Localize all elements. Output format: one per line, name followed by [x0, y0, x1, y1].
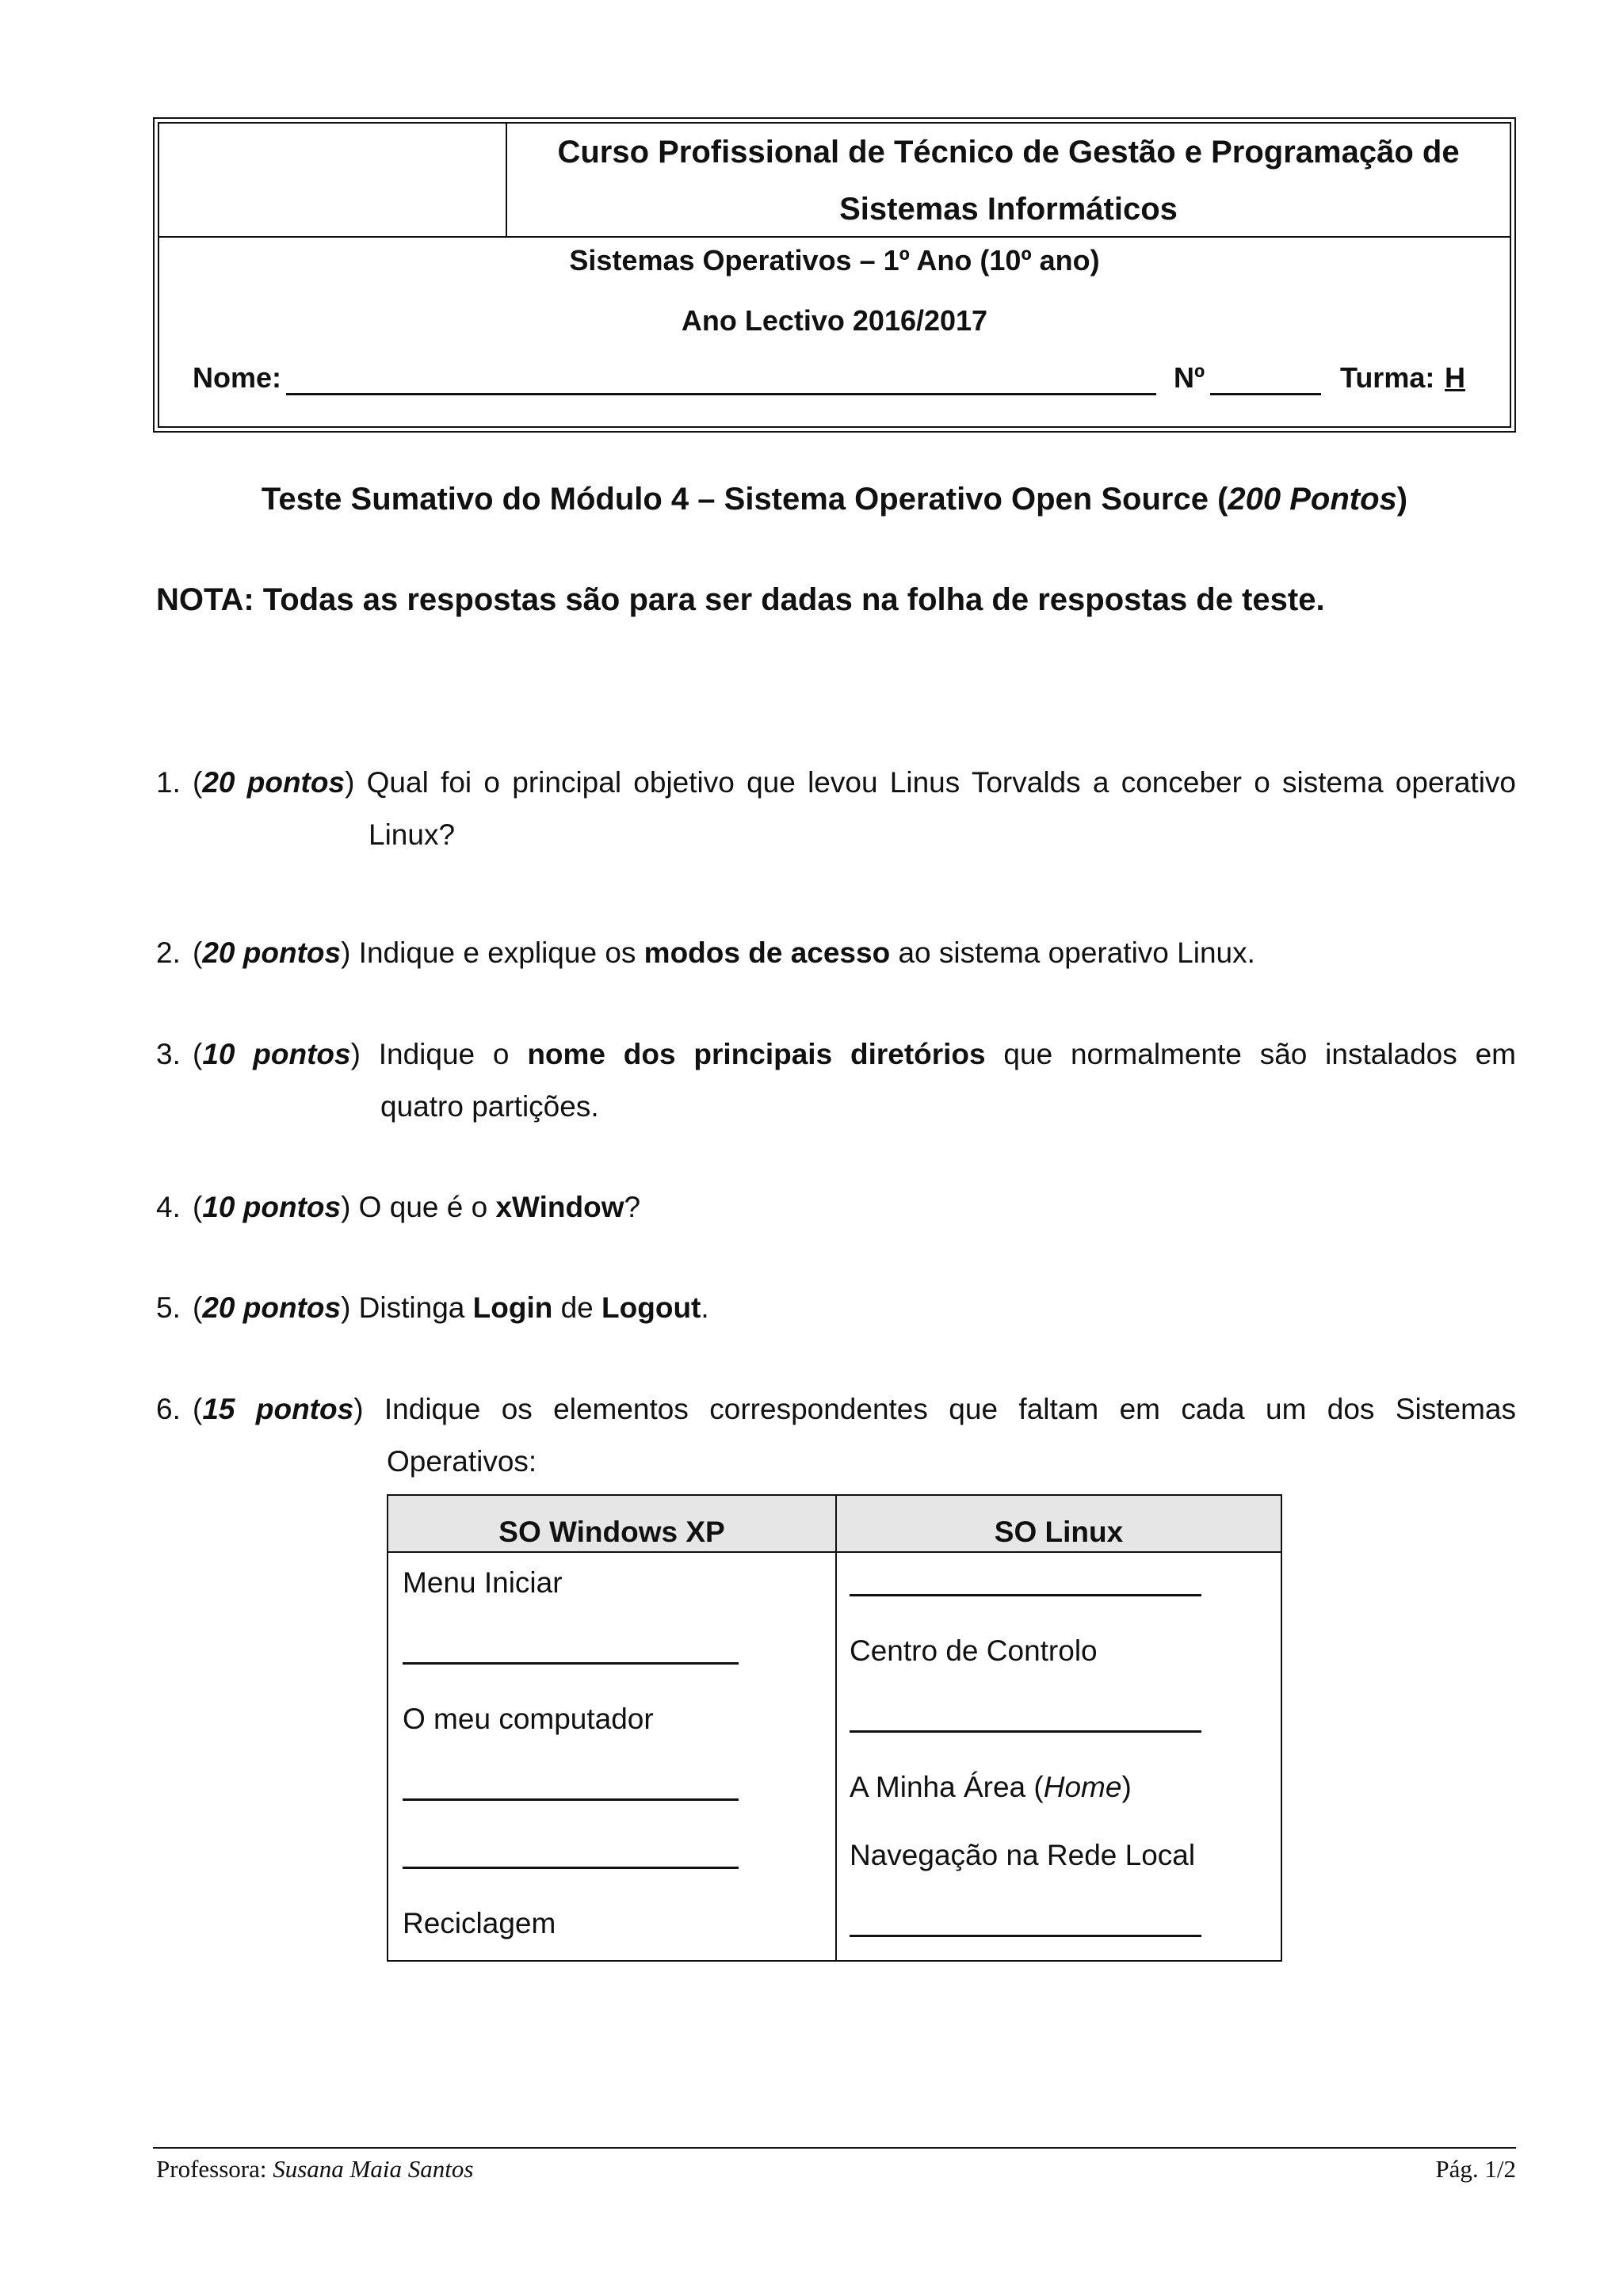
question-text-post: ao sistema operativo Linux. — [890, 936, 1255, 969]
table-header-windows: SO Windows XP — [498, 1516, 725, 1548]
question-text-post: que normalmente são instalados em — [985, 1038, 1516, 1070]
answer-blank[interactable] — [403, 1798, 739, 1801]
course-title — [507, 124, 1510, 238]
footer-divider — [153, 2147, 1516, 2149]
question-number: 1. — [156, 766, 181, 799]
answer-blank[interactable] — [850, 1594, 1201, 1596]
question-text-line1: ) Indique os elementos correspondentes que faltam em cada um dos Sistemas — [353, 1393, 1516, 1425]
question-points: 20 pontos — [202, 766, 346, 799]
question-1 — [156, 757, 1516, 861]
nome-field[interactable] — [286, 393, 1156, 395]
question-text-pre: ) Distinga — [341, 1291, 473, 1324]
question-text-mid: de — [552, 1291, 602, 1324]
table-cell-italic: Home — [1043, 1771, 1122, 1803]
answer-blank[interactable] — [850, 1935, 1201, 1937]
question-text-pre: ) Indique e explique os — [341, 936, 644, 969]
footer-teacher — [156, 2155, 473, 2183]
course-title-line2: Sistemas Informáticos — [839, 192, 1178, 227]
nome-label: Nome: — [193, 361, 282, 394]
table-cell-linux — [850, 1768, 1132, 1806]
question-keyword: xWindow — [495, 1191, 624, 1223]
turma-value: H — [1445, 361, 1465, 394]
school-year: Ano Lectivo 2016/2017 — [681, 304, 988, 337]
table-cell-windows: O meu computador — [403, 1703, 654, 1735]
table-cell-linux: Navegação na Rede Local — [850, 1839, 1196, 1871]
footer-teacher-name: Susana Maia Santos — [273, 2155, 474, 2183]
course-title-line1: Curso Profissional de Técnico de Gestão e Programação de — [557, 135, 1460, 170]
test-title — [153, 482, 1516, 517]
question-3 — [156, 1028, 1516, 1133]
question-text: (10 pontos) Indique o nome dos principais diretórios que normalmente são instalados em — [193, 1038, 1516, 1070]
question-text-line2: Linux? — [369, 818, 456, 851]
question-keyword-logout: Logout — [601, 1291, 701, 1324]
question-6 — [156, 1383, 1516, 1488]
header-box — [153, 117, 1516, 433]
nota: NOTA: Todas as respostas são para ser dadas na folha de respostas de teste. — [156, 582, 1325, 617]
table-column-divider — [835, 1496, 837, 1960]
table-cell-linux: Centro de Controlo — [850, 1634, 1098, 1667]
question-text-post: ? — [624, 1191, 641, 1223]
page-number: Pág. 1/2 — [1435, 2155, 1516, 2183]
test-title-points: 200 Pontos — [1228, 482, 1397, 517]
question-text-line2: Operativos: — [387, 1445, 537, 1478]
question-text-line2: quatro partições. — [380, 1090, 599, 1123]
question-text: (20 pontos) Distinga Login de Logout. — [193, 1291, 709, 1324]
numero-label: Nº — [1174, 361, 1205, 394]
table-cell-windows: Menu Iniciar — [403, 1566, 563, 1599]
question-number: 4. — [156, 1191, 181, 1223]
question-5 — [156, 1282, 1516, 1334]
question-text-line1: ) Qual foi o principal objetivo que levou Linus Torvalds a conceber o sistema operativo — [345, 766, 1516, 799]
question-text-pre: ) Indique o — [350, 1038, 528, 1070]
header-inner-frame — [158, 122, 1511, 428]
footer-teacher-label: Professora: — [156, 2155, 273, 2183]
turma-label: Turma: — [1340, 361, 1435, 394]
question-keyword: nome dos principais diretórios — [527, 1038, 986, 1070]
answer-blank[interactable] — [850, 1730, 1201, 1733]
question-number: 5. — [156, 1291, 181, 1324]
question-points: 10 pontos — [202, 1191, 342, 1223]
question-number: 6. — [156, 1393, 181, 1425]
table-header-row — [388, 1496, 1281, 1553]
question-points: 20 pontos — [202, 1291, 342, 1324]
question-text: (20 pontos) Qual foi o principal objetivo que levou Linus Torvalds a conceber o sistema operativo — [193, 766, 1516, 799]
so-comparison-table — [387, 1494, 1282, 1962]
test-title-suffix: ) — [1396, 482, 1408, 517]
subject-line: Sistemas Operativos – 1º Ano (10º ano) — [569, 244, 1100, 277]
test-title-prefix: Teste Sumativo do Módulo 4 – Sistema Operativo Open Source ( — [261, 482, 1228, 517]
question-text-pre: ) O que é o — [341, 1191, 496, 1223]
question-text: (10 pontos) O que é o xWindow? — [193, 1191, 641, 1223]
answer-blank[interactable] — [403, 1662, 739, 1665]
question-number: 2. — [156, 936, 181, 969]
answer-blank[interactable] — [403, 1867, 739, 1869]
question-2 — [156, 927, 1516, 979]
numero-field[interactable] — [1210, 393, 1321, 395]
question-text-post: . — [701, 1291, 709, 1324]
question-text: (15 pontos) Indique os elementos correspondentes que faltam em cada um dos Sistemas — [193, 1393, 1516, 1425]
question-points: 10 pontos — [202, 1038, 351, 1070]
student-id-row — [159, 361, 1510, 409]
question-keyword: modos de acesso — [643, 936, 891, 969]
logo-cell — [159, 124, 507, 238]
question-keyword-login: Login — [472, 1291, 553, 1324]
question-number: 3. — [156, 1038, 181, 1070]
question-text: (20 pontos) Indique e explique os modos de acesso ao sistema operativo Linux. — [193, 936, 1255, 969]
table-cell-windows: Reciclagem — [403, 1907, 556, 1939]
question-points: 15 pontos — [202, 1393, 354, 1425]
table-cell-text: ) — [1121, 1771, 1132, 1803]
question-points: 20 pontos — [202, 936, 342, 969]
table-header-linux: SO Linux — [994, 1516, 1124, 1548]
table-cell-text: A Minha Área ( — [850, 1771, 1044, 1803]
question-4 — [156, 1181, 1516, 1234]
